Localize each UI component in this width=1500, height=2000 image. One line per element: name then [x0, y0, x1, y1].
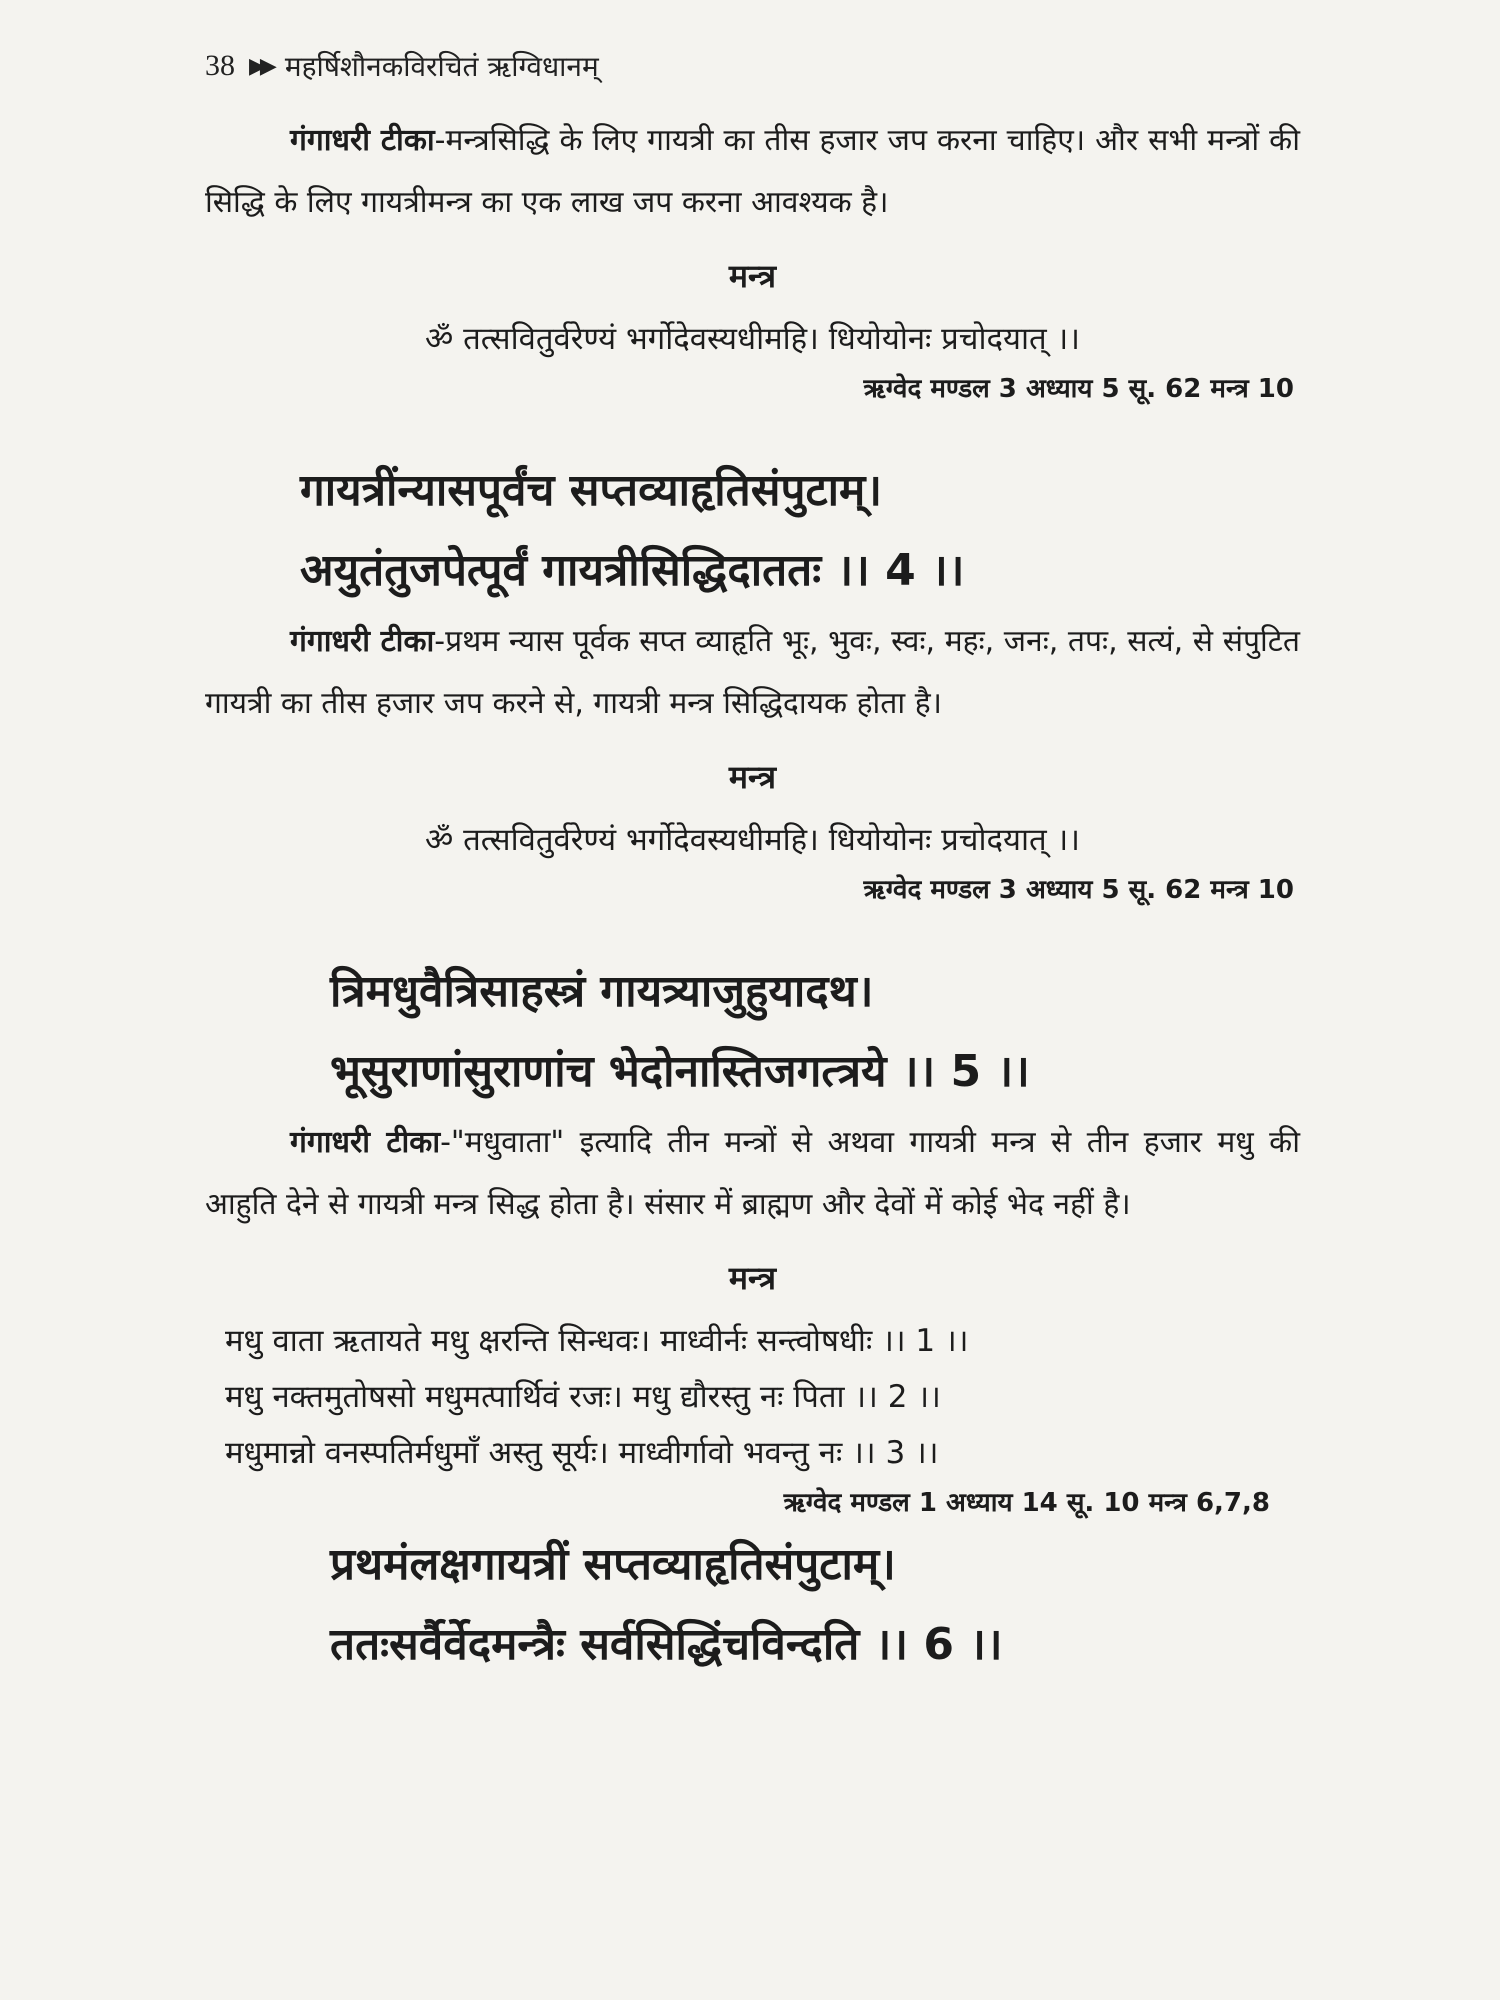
verse-4-line-2: अयुतंतुजपेत्पूर्वं गायत्रीसिद्धिदाततः ।। 4 ।।	[300, 545, 965, 596]
gayatri-mantra: ॐ तत्सवितुर्वरेण्यं भर्गोदेवस्यधीमहि। धियोयोनः प्रचोदयात् ।।	[424, 822, 1081, 858]
commentary-text: -मन्त्रसिद्धि के लिए गायत्री का तीस हजार जप करना चाहिए। और सभी मन्त्रों की सिद्धि के लिए गायत्रीमन्त्र का एक लाख जप करना आवश्यक है।	[205, 123, 1300, 220]
mantra-heading: मन्त्र	[728, 758, 777, 796]
verse-6-line-2: ततःसर्वैर्वेदमन्त्रैः सर्वसिद्धिंचविन्दति ।। 6 ।।	[330, 1619, 1003, 1670]
mantra-reference: ऋग्वेद मण्डल 3 अध्याय 5 सू. 62 मन्त्र 10	[863, 374, 1294, 404]
mantra-heading: मन्त्र	[728, 1259, 777, 1297]
double-arrow-icon: ▶▶	[249, 53, 271, 79]
commentary-label: गंगाधरी टीका	[290, 1125, 441, 1160]
verse-5-line-1: त्रिमधुवैत्रिसाहस्त्रं गायत्र्याजुहुयादथ।	[330, 966, 874, 1017]
commentary-paragraph-3	[205, 1112, 1300, 1236]
mantra-heading: मन्त्र	[728, 257, 777, 295]
verse-4-line-1: गायत्रींन्यासपूर्वंच सप्तव्याहृतिसंपुटाम्।	[300, 465, 883, 516]
gayatri-mantra: ॐ तत्सवितुर्वरेण्यं भर्गोदेवस्यधीमहि। धियोयोनः प्रचोदयात् ।।	[424, 321, 1081, 357]
commentary-label: गंगाधरी टीका	[290, 624, 435, 659]
madhu-mantra-line-2: मधु नक्तमुतोषसो मधुमत्पार्थिवं रजः। मधु द्यौरस्तु नः पिता ।। 2 ।।	[225, 1379, 941, 1415]
running-header	[205, 40, 1300, 92]
commentary-paragraph-2	[205, 611, 1300, 735]
commentary-label: गंगाधरी टीका	[290, 123, 435, 158]
mantra-reference: ऋग्वेद मण्डल 1 अध्याय 14 सू. 10 मन्त्र 6,7,8	[783, 1488, 1270, 1518]
commentary-paragraph-1	[205, 110, 1300, 234]
madhu-mantra-line-1: मधु वाता ऋतायते मधु क्षरन्ति सिन्धवः। माध्वीर्नः सन्त्वोषधीः ।। 1 ।।	[225, 1323, 969, 1359]
madhu-mantra-line-3: मधुमान्नो वनस्पतिर्मधुमाँ अस्तु सूर्यः। माध्वीर्गावो भवन्तु नः ।। 3 ।।	[225, 1435, 939, 1471]
commentary-text: -"मधुवाता" इत्यादि तीन मन्त्रों से अथवा गायत्री मन्त्र से तीन हजार मधु की आहुति देने से गायत्री मन्त्र सिद्ध होता है। संसार में ब्राह्मण और देवों में कोई भेद नहीं है।	[205, 1125, 1300, 1222]
page-number: 38	[205, 49, 235, 82]
mantra-reference: ऋग्वेद मण्डल 3 अध्याय 5 सू. 62 मन्त्र 10	[863, 875, 1294, 905]
commentary-text: -प्रथम न्यास पूर्वक सप्त व्याहृति भूः, भुवः, स्वः, महः, जनः, तपः, सत्यं, से संपुटित गायत्री का तीस हजार जप करने से, गायत्री मन्त्र सिद्धिदायक होता है।	[205, 624, 1301, 721]
verse-5-line-2: भूसुराणांसुराणांच भेदोनास्तिजगत्त्रये ।। 5 ।।	[330, 1046, 1030, 1097]
verse-6-line-1: प्रथमंलक्षगायत्रीं सप्तव्याहृतिसंपुटाम्।	[330, 1539, 896, 1590]
book-title: महर्षिशौनकविरचितं ऋग्विधानम्	[284, 50, 599, 83]
